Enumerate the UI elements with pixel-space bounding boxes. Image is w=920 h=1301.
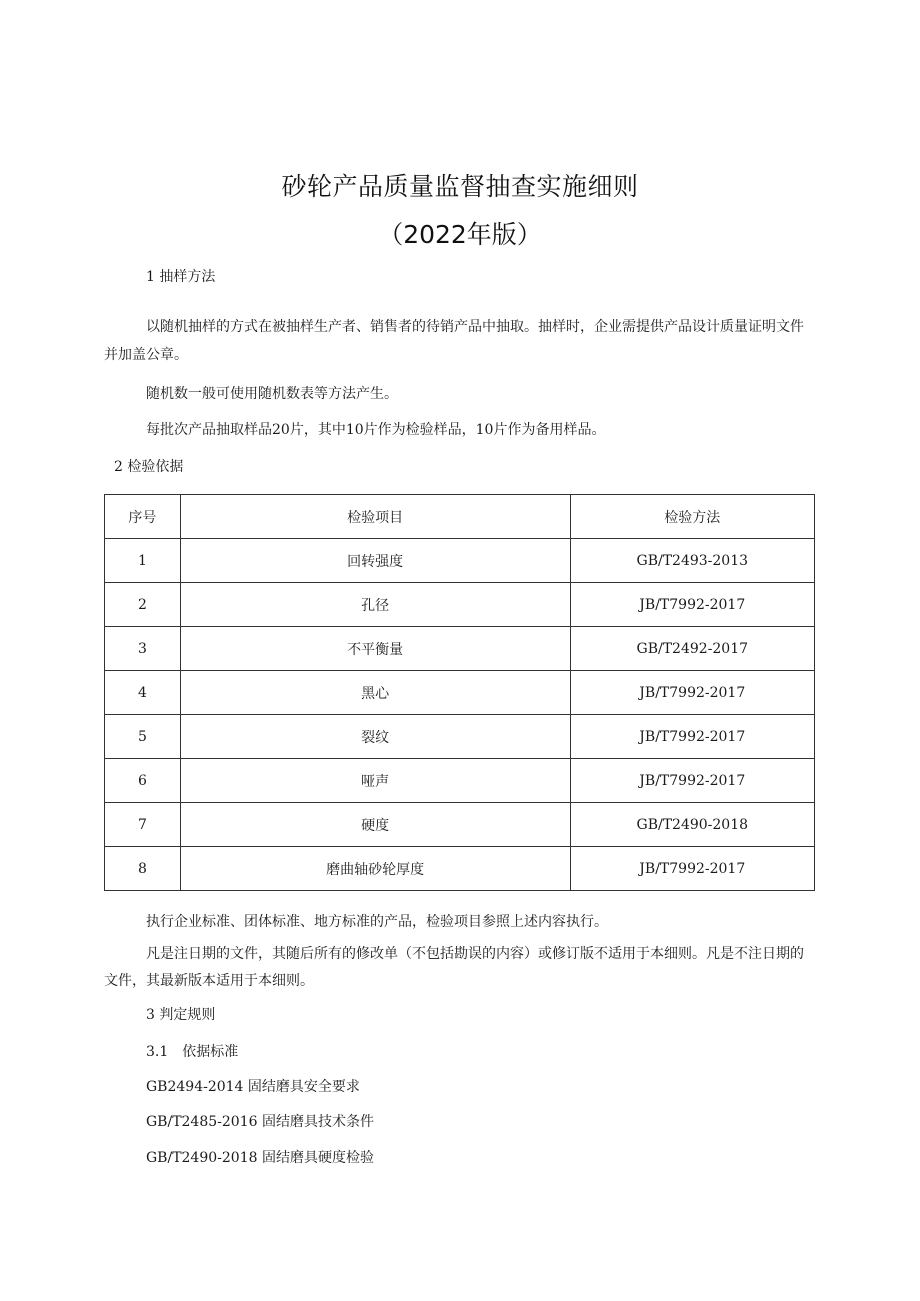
cell-seq: 5 bbox=[105, 715, 181, 759]
cell-seq: 8 bbox=[105, 847, 181, 891]
inspection-table bbox=[104, 494, 815, 891]
standard-item: GB/T2485-2016 固结磨具技术条件 bbox=[146, 1114, 374, 1130]
cell-seq: 1 bbox=[105, 539, 181, 583]
header-item: 检验项目 bbox=[180, 495, 570, 539]
table-row bbox=[105, 583, 815, 627]
section-1-heading: 1 抽样方法 bbox=[146, 269, 216, 285]
table-row bbox=[105, 847, 815, 891]
note-paragraph-1: 执行企业标准、团体标准、地方标准的产品，检验项目参照上述内容执行。 bbox=[146, 914, 608, 930]
table-row bbox=[105, 671, 815, 715]
cell-method: JB/T7992-2017 bbox=[570, 847, 814, 891]
sampling-paragraph-3: 每批次产品抽取样品20片，其中10片作为检验样品，10片作为备用样品。 bbox=[146, 422, 606, 438]
cell-seq: 6 bbox=[105, 759, 181, 803]
document-edition: （2022年版） bbox=[378, 220, 542, 249]
cell-seq: 3 bbox=[105, 627, 181, 671]
cell-item: 不平衡量 bbox=[180, 627, 570, 671]
sampling-paragraph-1: 以随机抽样的方式在被抽样生产者、销售者的待销产品中抽取。抽样时，企业需提供产品设计质量证明文件并加盖公章。 bbox=[104, 319, 804, 363]
cell-method: GB/T2490-2018 bbox=[570, 803, 814, 847]
cell-item: 黑心 bbox=[180, 671, 570, 715]
table-row bbox=[105, 627, 815, 671]
standard-item: GB/T2490-2018 固结磨具硬度检验 bbox=[146, 1150, 374, 1166]
cell-method: JB/T7992-2017 bbox=[570, 583, 814, 627]
cell-seq: 2 bbox=[105, 583, 181, 627]
cell-item: 哑声 bbox=[180, 759, 570, 803]
table-row bbox=[105, 759, 815, 803]
document-title: 砂轮产品质量监督抽查实施细则 bbox=[281, 172, 639, 201]
standard-item: GB2494-2014 固结磨具安全要求 bbox=[146, 1079, 360, 1095]
cell-item: 硬度 bbox=[180, 803, 570, 847]
table-row bbox=[105, 803, 815, 847]
header-method: 检验方法 bbox=[570, 495, 814, 539]
section-3-1-heading: 3.1 依据标准 bbox=[146, 1044, 239, 1060]
section-3-heading: 3 判定规则 bbox=[146, 1007, 216, 1023]
sampling-paragraph-2: 随机数一般可使用随机数表等方法产生。 bbox=[146, 386, 398, 402]
cell-seq: 4 bbox=[105, 671, 181, 715]
note-paragraph-2: 凡是注日期的文件，其随后所有的修改单（不包括勘误的内容）或修订版不适用于本细则。凡是不注日期的文件，其最新版本适用于本细则。 bbox=[104, 946, 804, 989]
header-seq: 序号 bbox=[105, 495, 181, 539]
table-row bbox=[105, 539, 815, 583]
table-row bbox=[105, 715, 815, 759]
cell-method: JB/T7992-2017 bbox=[570, 715, 814, 759]
cell-method: JB/T7992-2017 bbox=[570, 759, 814, 803]
cell-method: GB/T2493-2013 bbox=[570, 539, 814, 583]
cell-item: 裂纹 bbox=[180, 715, 570, 759]
cell-method: GB/T2492-2017 bbox=[570, 627, 814, 671]
cell-method: JB/T7992-2017 bbox=[570, 671, 814, 715]
cell-item: 磨曲轴砂轮厚度 bbox=[180, 847, 570, 891]
cell-item: 回转强度 bbox=[180, 539, 570, 583]
cell-seq: 7 bbox=[105, 803, 181, 847]
section-2-heading: 2 检验依据 bbox=[114, 459, 184, 475]
table-header-row bbox=[105, 495, 815, 539]
cell-item: 孔径 bbox=[180, 583, 570, 627]
